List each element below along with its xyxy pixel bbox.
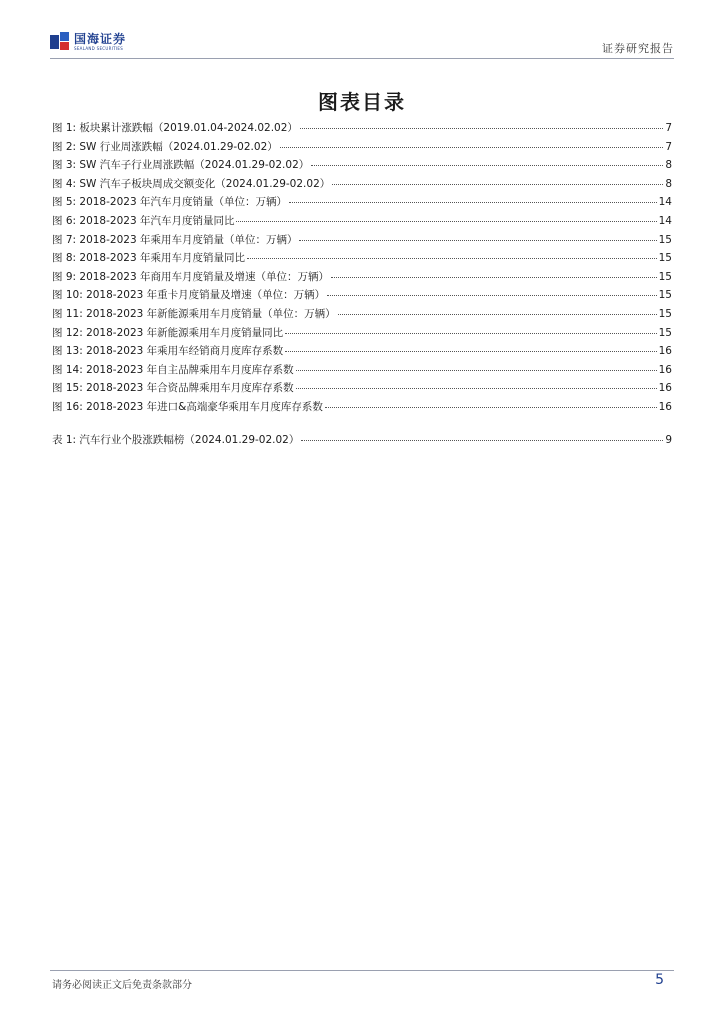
toc-entry-page: 15 [658,326,672,339]
toc-dot-leader [331,277,657,278]
toc-entry-label: 图 7: 2018-2023 年乘用车月度销量（单位：万辆） [52,233,298,246]
page-number: 5 [655,972,664,988]
toc-dot-leader [338,314,657,315]
toc-figure-entry[interactable] [52,269,672,288]
footer-divider [50,970,674,971]
logo-mark-icon [50,32,70,52]
toc-entry-label: 图 15: 2018-2023 年合资品牌乘用车月度库存系数 [52,382,294,395]
toc-entry-page: 14 [658,196,672,209]
toc-figure-entry[interactable] [52,250,672,269]
toc-dot-leader [325,407,657,408]
toc-entry-label: 图 4: SW 汽车子板块周成交额变化（2024.01.29-02.02） [52,177,331,190]
toc-entry-label: 图 11: 2018-2023 年新能源乘用车月度销量（单位：万辆） [52,307,336,320]
toc-entry-page: 15 [658,233,672,246]
toc-figure-entry[interactable] [52,287,672,306]
toc-entry-page: 14 [658,214,672,227]
report-type-label: 证券研究报告 [602,42,674,55]
toc-figure-entry[interactable] [52,362,672,381]
toc-figure-entry[interactable] [52,399,672,418]
toc-dot-leader [296,388,657,389]
toc-entry-page: 8 [665,159,672,172]
toc-dot-leader [311,165,663,166]
toc-table-entry[interactable] [52,432,672,451]
toc-figure-entry[interactable] [52,306,672,325]
toc-dot-leader [301,440,663,441]
page-header [50,30,674,58]
toc-dot-leader [247,258,657,259]
toc-figure-entry[interactable] [52,120,672,139]
toc-entry-label: 图 6: 2018-2023 年汽车月度销量同比 [52,214,235,227]
toc-entry-page: 15 [658,289,672,302]
company-logo [50,30,126,54]
toc-figure-entry[interactable] [52,380,672,399]
toc-figure-entry[interactable] [52,325,672,344]
toc-entry-page: 16 [658,382,672,395]
toc-figure-entry[interactable] [52,176,672,195]
toc-dot-leader [296,370,657,371]
toc-dot-leader [300,128,663,129]
toc-entry-page: 9 [665,433,672,446]
toc-entry-label: 图 10: 2018-2023 年重卡月度销量及增速（单位：万辆） [52,289,326,302]
toc-title: 图表目录 [318,90,406,114]
toc-entry-label: 图 12: 2018-2023 年新能源乘用车月度销量同比 [52,326,284,339]
toc-entry-label: 图 3: SW 汽车子行业周涨跌幅（2024.01.29-02.02） [52,159,310,172]
toc-entry-page: 16 [658,363,672,376]
toc-entry-page: 7 [665,140,672,153]
toc-figure-entry[interactable] [52,139,672,158]
toc-entry-label: 表 1: 汽车行业个股涨跌幅榜（2024.01.29-02.02） [52,433,300,446]
toc-dot-leader [289,202,657,203]
toc-dot-leader [280,147,664,148]
toc-entry-page: 15 [658,307,672,320]
toc-section-gap [52,418,672,432]
logo-name-en: SEALAND SECURITIES [74,46,124,51]
toc-figure-entry[interactable] [52,343,672,362]
toc-figure-entry[interactable] [52,194,672,213]
header-divider [50,58,674,59]
toc-figure-entry[interactable] [52,213,672,232]
toc-list [52,120,672,450]
toc-dot-leader [285,351,656,352]
toc-entry-page: 16 [658,400,672,413]
toc-entry-page: 8 [665,177,672,190]
toc-entry-label: 图 8: 2018-2023 年乘用车月度销量同比 [52,252,245,265]
toc-figure-entry[interactable] [52,157,672,176]
disclaimer-note: 请务必阅读正文后免责条款部分 [52,980,192,991]
toc-entry-label: 图 13: 2018-2023 年乘用车经销商月度库存系数 [52,345,284,358]
toc-entry-label: 图 16: 2018-2023 年进口&高端豪华乘用车月度库存系数 [52,400,323,413]
toc-entry-label: 图 5: 2018-2023 年汽车月度销量（单位：万辆） [52,196,287,209]
toc-dot-leader [285,333,656,334]
toc-entry-page: 7 [665,122,672,134]
toc-dot-leader [327,295,656,296]
logo-name-cn: 国海证券 [74,32,127,46]
toc-dot-leader [236,221,656,222]
toc-entry-page: 15 [658,252,672,265]
toc-dot-leader [299,240,656,241]
toc-entry-label: 图 14: 2018-2023 年自主品牌乘用车月度库存系数 [52,363,294,376]
toc-entry-page: 16 [658,345,672,358]
toc-entry-label: 图 2: SW 行业周涨跌幅（2024.01.29-02.02） [52,140,278,153]
toc-dot-leader [332,184,663,185]
toc-entry-label: 图 1: 板块累计涨跌幅（2019.01.04-2024.02.02） [52,122,298,134]
toc-entry-label: 图 9: 2018-2023 年商用车月度销量及增速（单位：万辆） [52,270,329,283]
toc-figure-entry[interactable] [52,232,672,251]
toc-entry-page: 15 [658,270,672,283]
